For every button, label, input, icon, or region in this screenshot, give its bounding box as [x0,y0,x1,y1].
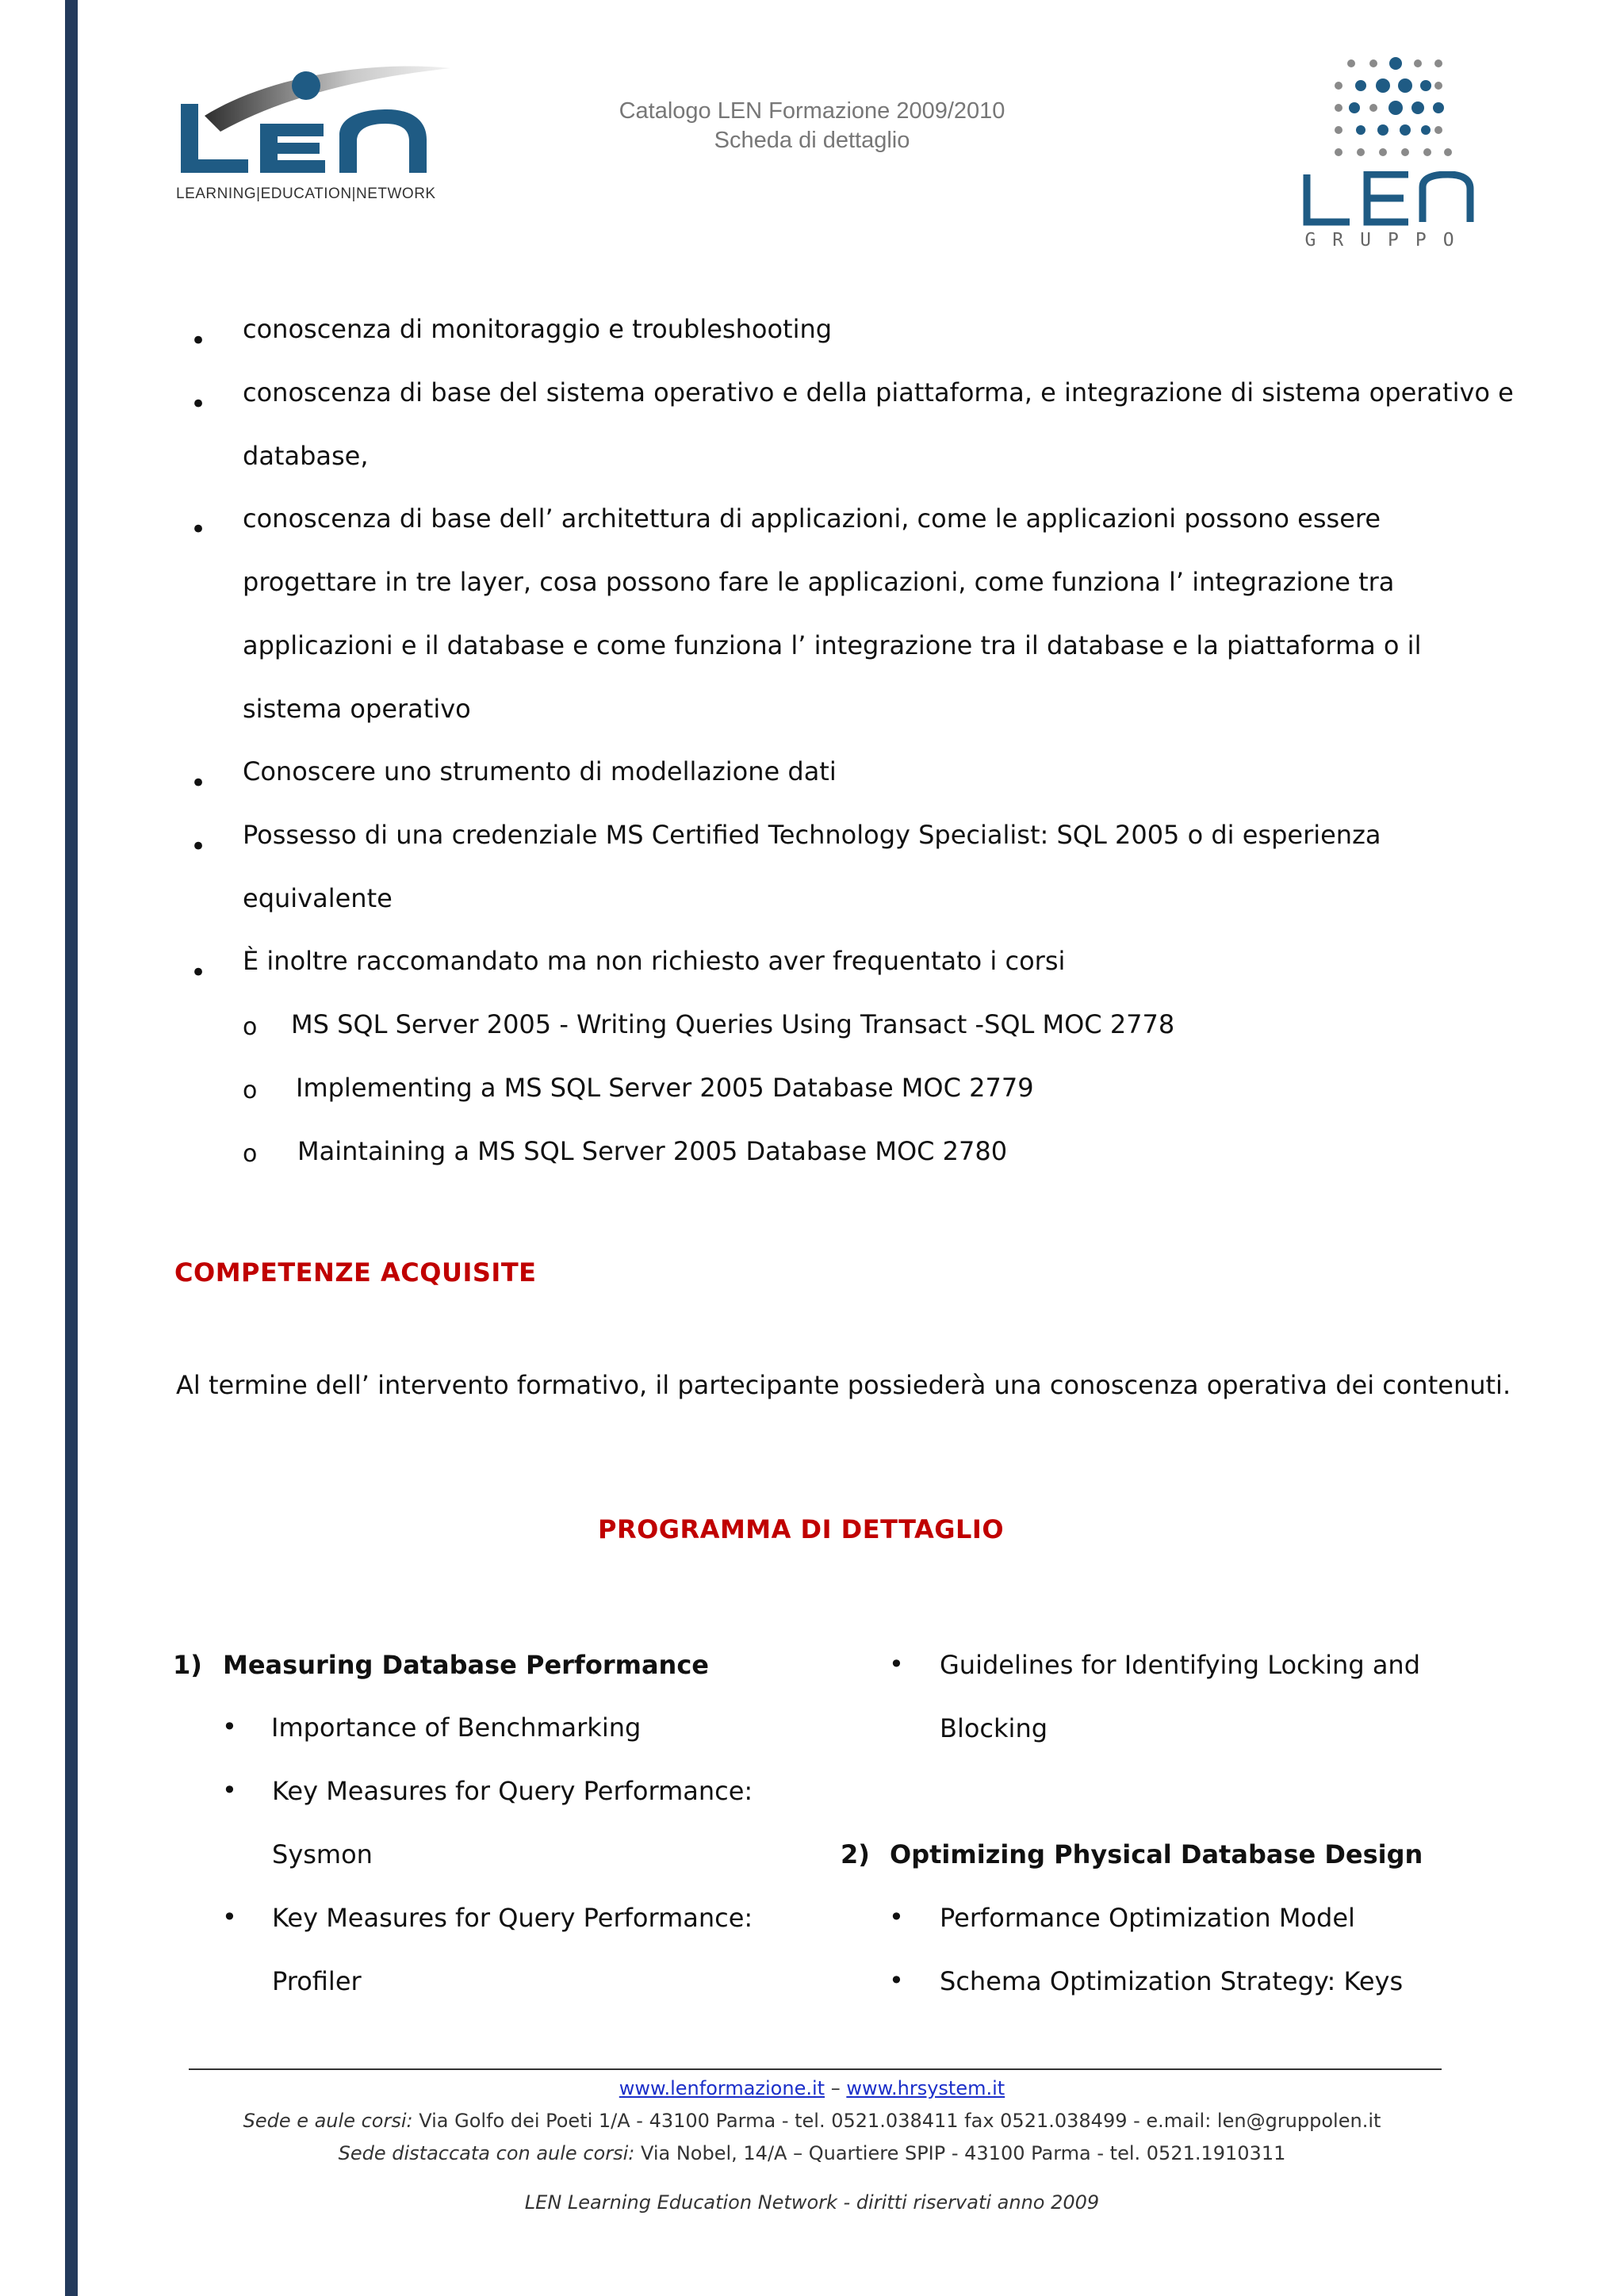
bullet-icon: • [222,1775,237,1805]
bullet-icon: • [190,388,207,420]
prereq-text: conoscenza di monitoraggio e troubleshooting [243,314,833,344]
bullet-icon: • [222,1712,237,1742]
prereq-course: Implementing a MS SQL Server 2005 Database MOC 2779 [296,1073,1034,1103]
bullet-icon: • [222,1902,237,1932]
programma-heading: PROGRAMMA DI DETTAGLIO [597,1514,1005,1544]
hrsystem-link[interactable]: www.hrsystem.it [846,2077,1005,2099]
bullet-icon: • [190,767,207,799]
topic-text: Profiler [272,1966,362,1996]
footer-sede [0,2110,1624,2132]
footer-links [0,2077,1624,2099]
prereq-text: progettare in tre layer, cosa possono fare le applicazioni, come funziona l’ integrazione tra [243,567,1395,597]
competenze-text: Al termine dell’ intervento formativo, il partecipante possiederà una conoscenza operativa dei contenuti. [176,1370,1511,1400]
prereq-text: conoscenza di base dell’ architettura di applicazioni, come le applicazioni possono essere [243,503,1381,534]
competenze-heading: COMPETENZE ACQUISITE [174,1257,537,1288]
section-number: 2) [841,1839,870,1869]
topic-text: Performance Optimization Model [940,1903,1355,1933]
prereq-text: È inoltre raccomandato ma non richiesto aver frequentato i corsi [243,946,1066,976]
bullet-icon: • [889,1902,904,1932]
dots-grid-icon [1331,52,1457,163]
sede-text: Via Golfo dei Poeti 1/A - 43100 Parma - tel. 0521.038411 fax 0521.038499 - e.mail: len@gruppolen.it [412,2110,1381,2132]
topic-text: Importance of Benchmarking [271,1712,642,1743]
prereq-text: conoscenza di base del sistema operativo e della piattaforma, e integrazione di sistema operativo e [243,377,1514,408]
circle-bullet-icon: o [243,1013,258,1041]
len-gruppo-logo [1293,52,1483,258]
topic-text: Schema Optimization Strategy: Keys [940,1966,1404,1996]
prereq-text: sistema operativo [243,694,471,724]
bullet-icon: • [190,514,207,545]
section-number: 1) [173,1650,202,1680]
bullet-icon: • [889,1649,904,1679]
topic-text: Key Measures for Query Performance: [272,1903,753,1933]
footer-divider [189,2068,1442,2070]
topic-text: Guidelines for Identifying Locking and [940,1650,1421,1680]
footer-sede-distaccata [0,2142,1624,2164]
topic-text: Blocking [940,1713,1048,1743]
bullet-icon: • [190,831,207,863]
prereq-text: equivalente [243,883,393,913]
bullet-icon: • [190,325,207,357]
header-title-line2: Scheda di dettaglio [714,128,910,153]
left-sidebar-bar [65,0,78,2296]
gruppo-label: GRUPPO [1304,230,1471,251]
bullet-icon: • [190,957,207,989]
section-title: Optimizing Physical Database Design [890,1839,1423,1869]
prereq-course: Maintaining a MS SQL Server 2005 Database MOC 2780 [297,1136,1008,1166]
prereq-text: database, [243,441,369,471]
prereq-text: applicazioni e il database e come funziona l’ integrazione tra il database e la piattaforma o il [243,630,1422,660]
header-title-line1: Catalogo LEN Formazione 2009/2010 [619,98,1005,124]
sede-label: Sede e aule corsi: [243,2110,413,2132]
prereq-text: Conoscere uno strumento di modellazione dati [243,756,837,786]
circle-bullet-icon: o [243,1140,258,1168]
lenformazione-link[interactable]: www.lenformazione.it [619,2077,825,2099]
bullet-icon: • [889,1965,904,1996]
topic-text: Key Measures for Query Performance: [272,1776,753,1806]
footer-rights: LEN Learning Education Network - diritti riservati anno 2009 [524,2191,1100,2214]
sede2-text: Via Nobel, 14/A – Quartiere SPIP - 43100 Parma - tel. 0521.1910311 [634,2142,1286,2164]
topic-text: Sysmon [272,1839,373,1869]
circle-bullet-icon: o [243,1077,258,1104]
len-wordmark [1300,171,1475,227]
section-title: Measuring Database Performance [223,1650,709,1680]
prereq-course: MS SQL Server 2005 - Writing Queries Using Transact -SQL MOC 2778 [291,1009,1175,1039]
sede2-label: Sede distaccata con aule corsi: [338,2142,635,2164]
footer-separator: – [825,2077,847,2099]
prereq-text: Possesso di una credenziale MS Certified Technology Specialist: SQL 2005 o di esperienza [243,820,1381,850]
logo-tagline: LEARNING|EDUCATION|NETWORK [176,186,436,202]
